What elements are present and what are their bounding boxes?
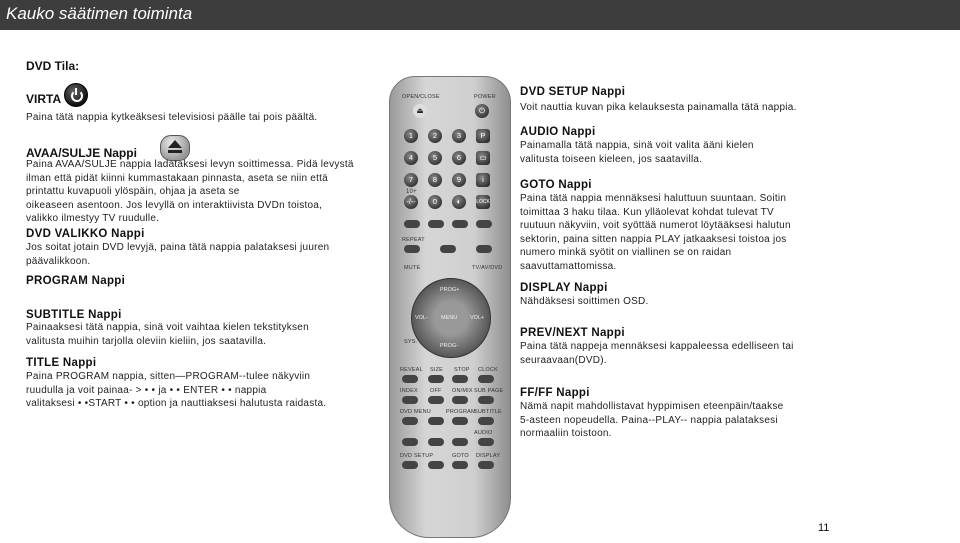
program-heading: PROGRAM Nappi — [26, 275, 126, 287]
remote-index-button — [402, 396, 418, 404]
open-close-text: Paina AVAA/SULJE nappia ladataksesi levyn soittimessa. Pidä levystä ilman että pidät kiinni kummastakaan pinnasta, aseta se niin että printattu kuvapuoli ylöspäin, ohjaa ja aseta se oikeaseen asentoon. Jos levyllä on interaktiivista DVDn toistoa, valikko ilmestyy TV ruudulle. — [26, 159, 354, 224]
page-number: 11 — [818, 522, 830, 534]
remote-control-illustration — [389, 76, 511, 538]
remote-lock-label: LOCK — [476, 195, 490, 209]
remote-prog-plus-label: PROG+ — [440, 287, 460, 293]
remote-goto-button — [452, 461, 468, 469]
power-heading: VIRTA — [26, 92, 62, 106]
remote-subtitle-icon: ▭ — [476, 151, 490, 165]
remote-navigation-pad — [411, 278, 491, 358]
remote-prev-icon — [404, 220, 420, 228]
remote-vol-minus-label: VOL- — [415, 315, 428, 321]
remote-off-label: OFF — [430, 388, 442, 394]
remote-menu-label: MENU — [441, 315, 458, 321]
remote-digit-5: 5 — [428, 151, 442, 165]
remote-clock-label: CLOCK — [478, 367, 498, 373]
remote-next-icon — [428, 220, 444, 228]
remote-tv-av-dvd-label: TV/AV/DVD — [472, 265, 503, 271]
ff-heading: FF/FF Nappi — [520, 387, 590, 399]
remote-clock-button — [478, 375, 494, 383]
display-heading: DISPLAY Nappi — [520, 282, 608, 294]
audio-heading: AUDIO Nappi — [520, 126, 596, 138]
remote-subtitle-button — [478, 417, 494, 425]
remote-on-mix-label: ON/MIX — [452, 388, 473, 394]
remote-mute-label: MUTE — [404, 265, 421, 271]
remote-vol-plus-label: VOL+ — [470, 315, 485, 321]
remote-sub-page-button — [478, 396, 494, 404]
remote-digit-6: 6 — [452, 151, 466, 165]
remote-enter-button — [428, 438, 444, 446]
remote-dvd-menu-button — [402, 417, 418, 425]
remote-dash-icon: -/-- — [404, 195, 418, 209]
remote-digit-10plus: 10+ — [406, 189, 417, 195]
audio-text: Painamalla tätä nappia, sinä voit valita ääni kielen valitusta toiseen kieleen, jos saatavilla. — [520, 140, 754, 165]
power-icon — [64, 83, 88, 107]
remote-display-label: DISPLAY — [476, 453, 501, 459]
prev-next-text: Paina tätä nappeja mennäksesi kappaleessa edelliseen tai seuraavaan(DVD). — [520, 341, 794, 366]
remote-goto-label: GOTO — [452, 453, 469, 459]
dvd-menu-heading: DVD VALIKKO Nappi — [26, 228, 145, 240]
remote-reveal-label: REVEAL — [400, 367, 423, 373]
remote-dvd-setup-label: DVD SETUP — [400, 453, 434, 459]
remote-off-button — [428, 396, 444, 404]
remote-slow-icon: ◐ — [452, 195, 466, 209]
page-header — [0, 0, 960, 30]
title-text: Paina PROGRAM nappia, sitten—PROGRAM--tulee näkyviin ruudulla ja voit painaa- > • • ja • • ENTER • • nappia valitaksesi • •START • • option ja nauttiaksesi halutusta raidasta. — [26, 371, 327, 409]
remote-right-button — [452, 438, 468, 446]
remote-display-button — [478, 461, 494, 469]
remote-digit-4: 4 — [404, 151, 418, 165]
open-close-heading: AVAA/SULJE Nappi — [26, 146, 137, 160]
remote-digit-2: 2 — [428, 129, 442, 143]
dvd-setup-text: Voit nauttia kuvan pika kelauksesta painamalla tätä nappia. — [520, 102, 797, 113]
remote-info-icon: i — [476, 173, 490, 187]
remote-program-label: PROGRAM — [446, 409, 476, 415]
goto-heading: GOTO Nappi — [520, 179, 592, 191]
remote-digit-8: 8 — [428, 173, 442, 187]
page-title: Kauko säätimen toiminta — [6, 4, 193, 23]
remote-dvd-setup-button — [402, 461, 418, 469]
remote-digit-3: 3 — [452, 129, 466, 143]
remote-digit-9: 9 — [452, 173, 466, 187]
remote-power-icon: ⏻ — [475, 104, 489, 118]
remote-dvd-menu-label: DVD MENU — [400, 409, 431, 415]
remote-index-label: INDEX — [400, 388, 418, 394]
remote-program-button — [452, 417, 468, 425]
remote-stop-icon — [476, 245, 492, 253]
remote-up-button — [428, 417, 444, 425]
subtitle-text: Painaaksesi tätä nappia, sinä voit vaihtaa kielen tekstityksen valitusta muihin tarjolla oleviin kieliin, jos saatavilla. — [26, 322, 309, 347]
dvd-setup-heading: DVD SETUP Nappi — [520, 86, 626, 98]
remote-down-button — [428, 461, 444, 469]
dvd-mode-heading: DVD Tila: — [26, 59, 80, 73]
remote-audio-label: AUDIO — [474, 430, 493, 436]
remote-eject-icon: ⏏ — [413, 104, 427, 118]
remote-digit-1: 1 — [404, 129, 418, 143]
remote-prog-minus-label: PROG- — [440, 343, 459, 349]
remote-sub-page-label: SUB PAGE — [474, 388, 504, 394]
goto-text: Paina tätä nappia mennäksesi haluttuun suuntaan. Soitin toimittaa 3 haku tilaa. Kun ylläolevat kohdat tulevat TV ruutuun näkyviin, voit syöttää numerot löytääksesi halutun sektorin, paina sitten nappia PLAY jatkaaksesi toistoa jos numero minkä syötit on viallinen se on raidan saavuttamattomissa. — [520, 193, 791, 272]
title-heading: TITLE Nappi — [26, 357, 97, 369]
dvd-menu-text: Jos soitat jotain DVD levyjä, paina tätä nappia palataksesi juuren päävalikkoon. — [26, 242, 330, 267]
remote-stop-label: STOP — [454, 367, 470, 373]
remote-open-close-label: OPEN/CLOSE — [402, 94, 440, 100]
remote-size-label: SIZE — [430, 367, 444, 373]
prev-next-heading: PREV/NEXT Nappi — [520, 327, 625, 339]
remote-audio-button — [478, 438, 494, 446]
display-text: Nähdäksesi soittimen OSD. — [520, 296, 649, 307]
remote-size-button — [428, 375, 444, 383]
remote-stop-button — [452, 375, 468, 383]
remote-rewind-icon — [452, 220, 468, 228]
remote-left-button — [402, 438, 418, 446]
remote-power-label: POWER — [474, 94, 496, 100]
remote-reveal-button — [402, 375, 418, 383]
subtitle-heading: SUBTITLE Nappi — [26, 309, 122, 321]
remote-digit-0: 0 — [428, 195, 442, 209]
remote-on-mix-button — [452, 396, 468, 404]
remote-forward-icon — [476, 220, 492, 228]
remote-subtitle-label: SUBTITLE — [474, 409, 502, 415]
remote-play-pause-icon — [440, 245, 456, 253]
remote-pp-icon: P — [476, 129, 490, 143]
power-text: Paina tätä nappia kytkeäksesi televisiosi päälle tai pois päältä. — [26, 112, 318, 123]
remote-digit-7: 7 — [404, 173, 418, 187]
remote-sys-label: SYS. — [404, 339, 418, 345]
remote-repeat-icon — [404, 245, 420, 253]
remote-repeat-label: REPEAT — [402, 237, 425, 243]
ff-text: Nämä napit mahdollistavat hyppimisen eteenpäin/taakse 5-asteen nopeudella. Paina--PLAY-- nappia palataksesi normaaliin toistoon. — [520, 401, 784, 439]
